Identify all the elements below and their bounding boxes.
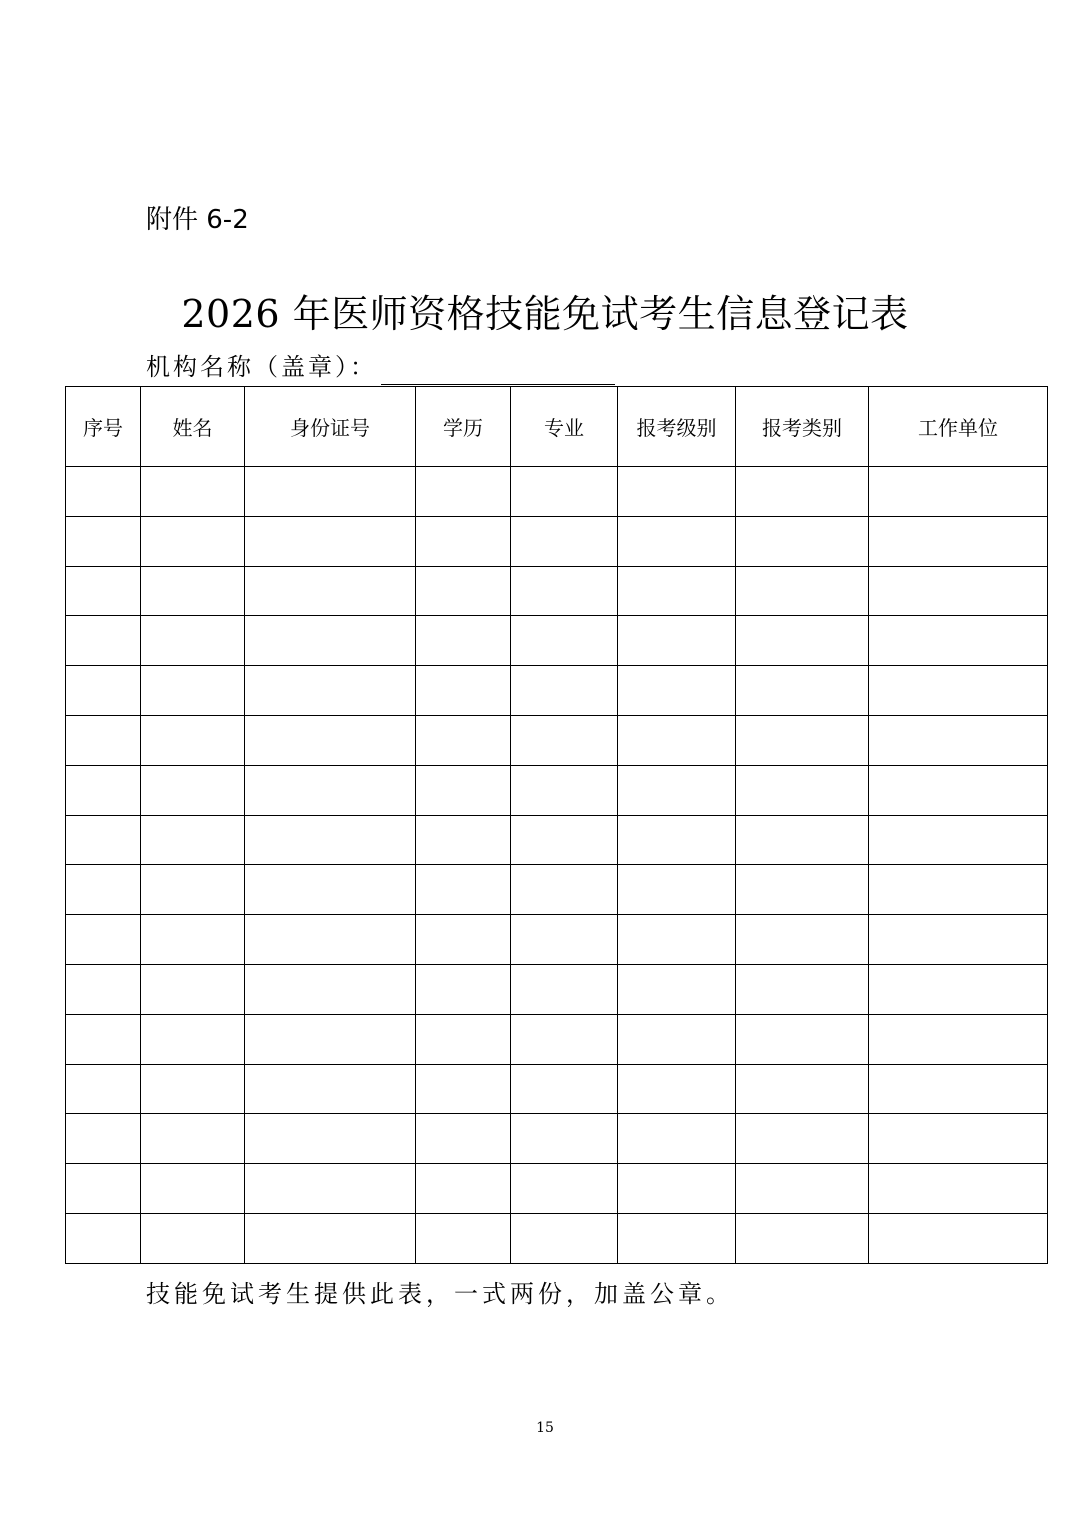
table-cell[interactable]: [618, 467, 736, 517]
table-cell[interactable]: [511, 915, 618, 965]
table-cell[interactable]: [416, 715, 511, 765]
table-cell[interactable]: [618, 765, 736, 815]
table-cell[interactable]: [511, 616, 618, 666]
table-cell[interactable]: [511, 715, 618, 765]
table-cell[interactable]: [245, 666, 416, 716]
table-cell[interactable]: [736, 1164, 869, 1214]
table-cell[interactable]: [618, 815, 736, 865]
table-cell[interactable]: [141, 666, 245, 716]
table-cell[interactable]: [141, 1014, 245, 1064]
table-cell[interactable]: [245, 765, 416, 815]
table-cell[interactable]: [141, 516, 245, 566]
table-cell[interactable]: [618, 516, 736, 566]
table-cell[interactable]: [511, 1014, 618, 1064]
table-cell[interactable]: [618, 1014, 736, 1064]
table-header-row: [66, 387, 1048, 467]
table-cell[interactable]: [66, 1114, 141, 1164]
table-row: [66, 616, 1048, 666]
table-cell[interactable]: [869, 566, 1048, 616]
table-cell[interactable]: [245, 1064, 416, 1114]
attachment-label: 附件 6-2: [146, 205, 249, 235]
table-cell[interactable]: [869, 865, 1048, 915]
table-cell[interactable]: [66, 815, 141, 865]
table-cell[interactable]: [66, 765, 141, 815]
table-cell[interactable]: [416, 467, 511, 517]
table-cell[interactable]: [66, 1064, 141, 1114]
table-cell[interactable]: [736, 1064, 869, 1114]
table-cell[interactable]: [416, 1164, 511, 1214]
table-cell[interactable]: [416, 566, 511, 616]
table-row: [66, 1014, 1048, 1064]
col-header-id-number: 身份证号: [245, 387, 416, 467]
table-cell[interactable]: [736, 1014, 869, 1064]
table-cell[interactable]: [245, 1114, 416, 1164]
table-cell[interactable]: [245, 1014, 416, 1064]
table-cell[interactable]: [618, 915, 736, 965]
table-cell[interactable]: [618, 1164, 736, 1214]
table-cell[interactable]: [245, 616, 416, 666]
table-cell[interactable]: [141, 715, 245, 765]
col-header-workplace: 工作单位: [869, 387, 1048, 467]
table-cell[interactable]: [141, 1114, 245, 1164]
table-cell[interactable]: [869, 1213, 1048, 1263]
table-cell[interactable]: [618, 1064, 736, 1114]
table-cell[interactable]: [416, 765, 511, 815]
table-cell[interactable]: [141, 616, 245, 666]
table-cell[interactable]: [511, 964, 618, 1014]
table-cell[interactable]: [736, 516, 869, 566]
table-cell[interactable]: [66, 616, 141, 666]
table-cell[interactable]: [416, 865, 511, 915]
table-cell[interactable]: [736, 865, 869, 915]
table-cell[interactable]: [416, 516, 511, 566]
table-cell[interactable]: [416, 666, 511, 716]
table-row: [66, 467, 1048, 517]
table-cell[interactable]: [618, 1213, 736, 1263]
table-cell[interactable]: [869, 715, 1048, 765]
table-cell[interactable]: [618, 1114, 736, 1164]
table-cell[interactable]: [245, 1213, 416, 1263]
table-cell[interactable]: [736, 1213, 869, 1263]
page-number: 15: [536, 1420, 554, 1436]
table-cell[interactable]: [511, 467, 618, 517]
table-row: [66, 516, 1048, 566]
table-cell[interactable]: [869, 815, 1048, 865]
table-cell[interactable]: [869, 915, 1048, 965]
col-header-exam-category: 报考类别: [736, 387, 869, 467]
table-cell[interactable]: [736, 915, 869, 965]
table-cell[interactable]: [245, 815, 416, 865]
table-cell[interactable]: [736, 815, 869, 865]
table-cell[interactable]: [141, 964, 245, 1014]
table-cell[interactable]: [618, 566, 736, 616]
table-cell[interactable]: [245, 566, 416, 616]
table-cell[interactable]: [66, 1213, 141, 1263]
table-cell[interactable]: [736, 666, 869, 716]
table-cell[interactable]: [416, 1114, 511, 1164]
table-cell[interactable]: [245, 715, 416, 765]
registration-table: [65, 386, 1048, 1264]
table-cell[interactable]: [66, 964, 141, 1014]
table-cell[interactable]: [618, 964, 736, 1014]
table-cell[interactable]: [511, 1213, 618, 1263]
table-cell[interactable]: [416, 815, 511, 865]
table-cell[interactable]: [141, 865, 245, 915]
col-header-name: 姓名: [141, 387, 245, 467]
table-cell[interactable]: [736, 715, 869, 765]
table-body: [66, 467, 1048, 1264]
org-name-blank-field[interactable]: [381, 356, 615, 385]
table-cell[interactable]: [618, 715, 736, 765]
table-cell[interactable]: [416, 915, 511, 965]
table-row: [66, 1213, 1048, 1263]
table-cell[interactable]: [511, 1064, 618, 1114]
document-title: 2026 年医师资格技能免试考生信息登记表: [181, 292, 909, 336]
table-cell[interactable]: [66, 467, 141, 517]
table-cell[interactable]: [141, 765, 245, 815]
org-name-line: [146, 349, 615, 385]
table-cell[interactable]: [245, 467, 416, 517]
table-row: [66, 1064, 1048, 1114]
table-cell[interactable]: [245, 915, 416, 965]
table-cell[interactable]: [66, 915, 141, 965]
table-row: [66, 865, 1048, 915]
footer-note: 技能免试考生提供此表，一式两份，加盖公章。: [146, 1280, 734, 1308]
table-cell[interactable]: [141, 815, 245, 865]
table-cell[interactable]: [511, 815, 618, 865]
table-cell[interactable]: [245, 964, 416, 1014]
table-cell[interactable]: [869, 765, 1048, 815]
col-header-exam-level: 报考级别: [618, 387, 736, 467]
table-cell[interactable]: [66, 1014, 141, 1064]
table-cell[interactable]: [869, 516, 1048, 566]
table-cell[interactable]: [416, 1014, 511, 1064]
table-cell[interactable]: [141, 1064, 245, 1114]
table-cell[interactable]: [869, 1014, 1048, 1064]
table-cell[interactable]: [141, 915, 245, 965]
table-cell[interactable]: [618, 865, 736, 915]
table-cell[interactable]: [416, 1213, 511, 1263]
table-cell[interactable]: [66, 1164, 141, 1214]
table-row: [66, 1164, 1048, 1214]
table-row: [66, 715, 1048, 765]
table-cell[interactable]: [869, 666, 1048, 716]
table-cell[interactable]: [66, 566, 141, 616]
table-cell[interactable]: [416, 616, 511, 666]
table-cell[interactable]: [511, 1164, 618, 1214]
table-cell[interactable]: [511, 865, 618, 915]
table-cell[interactable]: [245, 1164, 416, 1214]
table-cell[interactable]: [736, 616, 869, 666]
table-cell[interactable]: [736, 1114, 869, 1164]
table-cell[interactable]: [141, 1213, 245, 1263]
table-cell[interactable]: [869, 1114, 1048, 1164]
table-cell[interactable]: [618, 616, 736, 666]
table-cell[interactable]: [245, 516, 416, 566]
col-header-serial: 序号: [66, 387, 141, 467]
table-cell[interactable]: [618, 666, 736, 716]
org-name-label: 机构名称（盖章）：: [146, 353, 377, 381]
table-cell[interactable]: [736, 964, 869, 1014]
table-cell[interactable]: [66, 715, 141, 765]
table-row: [66, 915, 1048, 965]
table-cell[interactable]: [869, 616, 1048, 666]
table-cell[interactable]: [66, 516, 141, 566]
table-cell[interactable]: [511, 516, 618, 566]
table-cell[interactable]: [141, 566, 245, 616]
table-cell[interactable]: [869, 1064, 1048, 1114]
table-cell[interactable]: [141, 467, 245, 517]
table-cell[interactable]: [245, 865, 416, 915]
table-cell[interactable]: [66, 865, 141, 915]
table-row: [66, 964, 1048, 1014]
table-cell[interactable]: [511, 566, 618, 616]
table-cell[interactable]: [511, 666, 618, 716]
table-cell[interactable]: [869, 964, 1048, 1014]
table-cell[interactable]: [736, 467, 869, 517]
table-cell[interactable]: [141, 1164, 245, 1214]
table-cell[interactable]: [511, 1114, 618, 1164]
table-cell[interactable]: [869, 1164, 1048, 1214]
table-row: [66, 1114, 1048, 1164]
col-header-education: 学历: [416, 387, 511, 467]
table-row: [66, 566, 1048, 616]
table-cell[interactable]: [736, 566, 869, 616]
table-cell[interactable]: [736, 765, 869, 815]
table-cell[interactable]: [66, 666, 141, 716]
table-cell[interactable]: [511, 765, 618, 815]
table-cell[interactable]: [416, 964, 511, 1014]
table-row: [66, 765, 1048, 815]
table-cell[interactable]: [416, 1064, 511, 1114]
col-header-major: 专业: [511, 387, 618, 467]
table-row: [66, 815, 1048, 865]
table-row: [66, 666, 1048, 716]
table-cell[interactable]: [869, 467, 1048, 517]
